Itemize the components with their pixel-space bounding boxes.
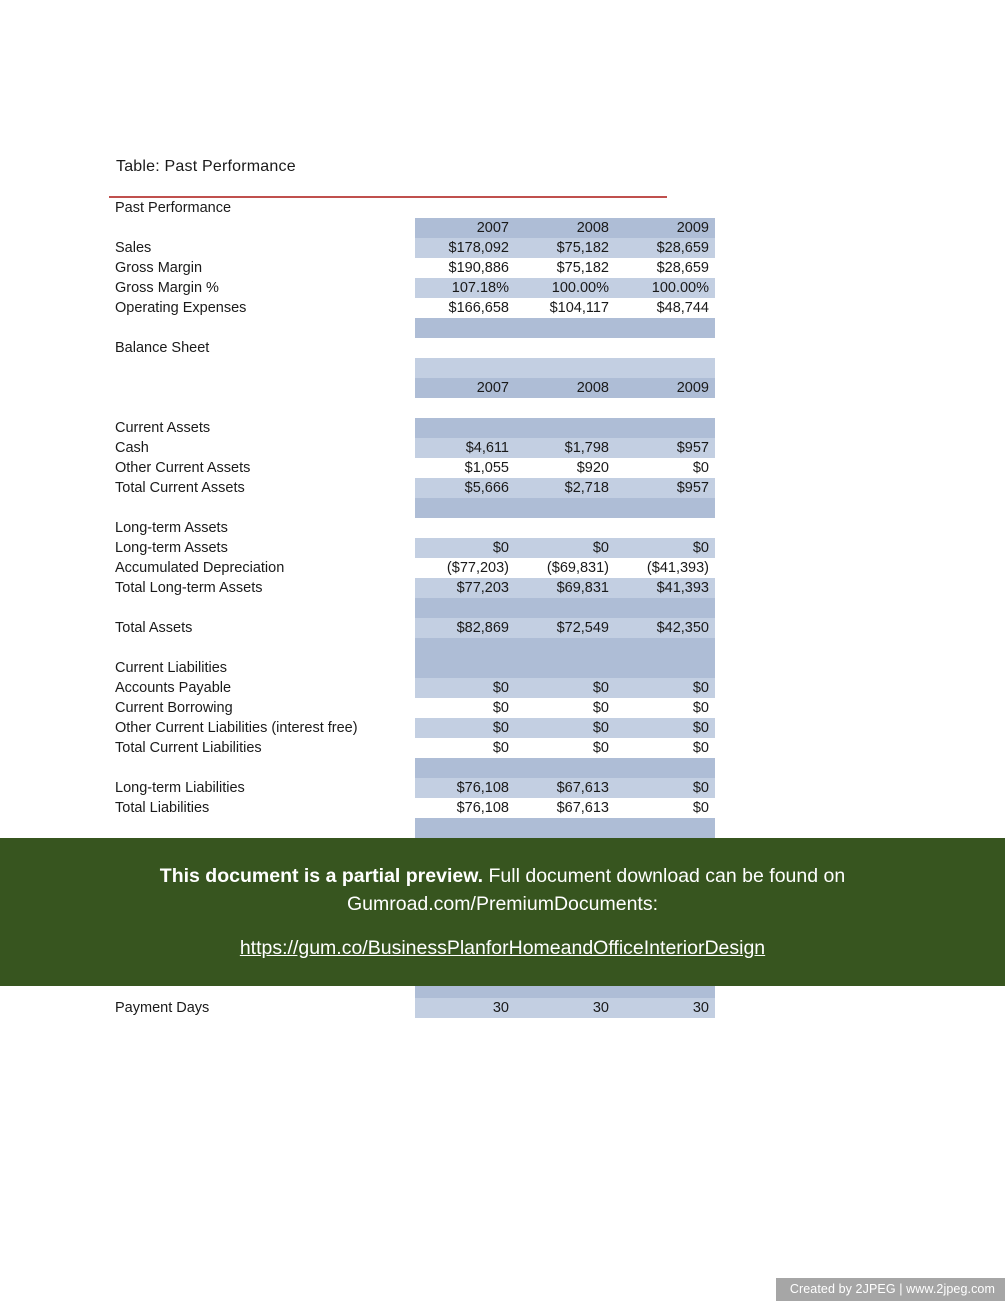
row-value-2: 2008 xyxy=(515,378,615,398)
row-value-3 xyxy=(615,658,715,678)
table-row xyxy=(109,398,715,418)
row-value-1 xyxy=(415,198,515,218)
row-value-2 xyxy=(515,358,615,378)
row-value-3: $0 xyxy=(615,738,715,758)
row-label: Cash xyxy=(109,438,415,458)
row-label xyxy=(109,638,415,658)
row-value-3 xyxy=(615,198,715,218)
row-value-2 xyxy=(515,418,615,438)
row-value-2: $0 xyxy=(515,538,615,558)
row-label: Operating Expenses xyxy=(109,298,415,318)
row-label: Gross Margin xyxy=(109,258,415,278)
row-label: Total Liabilities xyxy=(109,798,415,818)
table-row xyxy=(109,258,715,278)
row-value-3: 100.00% xyxy=(615,278,715,298)
table-row xyxy=(109,518,715,538)
row-value-1 xyxy=(415,498,515,518)
row-value-1: $0 xyxy=(415,698,515,718)
table-row xyxy=(109,458,715,478)
table-row xyxy=(109,778,715,798)
row-value-2 xyxy=(515,398,615,418)
table-row xyxy=(109,538,715,558)
row-value-2: $67,613 xyxy=(515,798,615,818)
row-value-2 xyxy=(515,658,615,678)
row-value-1 xyxy=(415,398,515,418)
row-value-1: $76,108 xyxy=(415,778,515,798)
row-value-2: $69,831 xyxy=(515,578,615,598)
row-value-2: $0 xyxy=(515,678,615,698)
row-value-3: $28,659 xyxy=(615,238,715,258)
row-value-2 xyxy=(515,318,615,338)
row-label xyxy=(109,398,415,418)
table-row xyxy=(109,738,715,758)
row-value-3 xyxy=(615,638,715,658)
table-row xyxy=(109,758,715,778)
row-value-2: 30 xyxy=(515,998,615,1018)
preview-banner xyxy=(0,838,1005,986)
row-label: Accumulated Depreciation xyxy=(109,558,415,578)
table-row xyxy=(109,998,715,1018)
row-value-3: $957 xyxy=(615,478,715,498)
row-value-1: $166,658 xyxy=(415,298,515,318)
row-value-2 xyxy=(515,498,615,518)
row-value-3: $28,659 xyxy=(615,258,715,278)
row-value-3: $0 xyxy=(615,458,715,478)
row-value-3: $0 xyxy=(615,798,715,818)
row-value-3 xyxy=(615,518,715,538)
row-label: Accounts Payable xyxy=(109,678,415,698)
table-row xyxy=(109,718,715,738)
table-row xyxy=(109,598,715,618)
row-value-3: $957 xyxy=(615,438,715,458)
banner-text xyxy=(73,862,933,919)
table-row xyxy=(109,798,715,818)
row-value-2: $0 xyxy=(515,718,615,738)
row-value-3: 30 xyxy=(615,998,715,1018)
row-value-3 xyxy=(615,338,715,358)
row-label: Long-term Liabilities xyxy=(109,778,415,798)
row-value-3 xyxy=(615,318,715,338)
row-value-1: $0 xyxy=(415,718,515,738)
row-value-1: $0 xyxy=(415,738,515,758)
row-label xyxy=(109,378,415,398)
row-value-2: $0 xyxy=(515,738,615,758)
table-row xyxy=(109,498,715,518)
row-value-1: $178,092 xyxy=(415,238,515,258)
row-label: Balance Sheet xyxy=(109,338,415,358)
row-value-3 xyxy=(615,758,715,778)
row-label: Long-term Assets xyxy=(109,538,415,558)
row-value-3 xyxy=(615,598,715,618)
row-value-1: $0 xyxy=(415,678,515,698)
row-value-3: $48,744 xyxy=(615,298,715,318)
row-value-1 xyxy=(415,418,515,438)
row-label xyxy=(109,818,415,838)
row-value-1: ($77,203) xyxy=(415,558,515,578)
table-row xyxy=(109,278,715,298)
row-label xyxy=(109,498,415,518)
table-row xyxy=(109,578,715,598)
row-value-1: 107.18% xyxy=(415,278,515,298)
row-value-3: 2009 xyxy=(615,218,715,238)
row-value-3: $41,393 xyxy=(615,578,715,598)
footer-watermark: Created by 2JPEG | www.2jpeg.com xyxy=(776,1278,1005,1301)
row-value-1 xyxy=(415,338,515,358)
row-label: Total Long-term Assets xyxy=(109,578,415,598)
table-row xyxy=(109,238,715,258)
banner-download-link[interactable]: https://gum.co/BusinessPlanforHomeandOfficeInteriorDesign xyxy=(239,937,766,960)
row-label: Long-term Assets xyxy=(109,518,415,538)
table-row xyxy=(109,338,715,358)
row-label: Current Borrowing xyxy=(109,698,415,718)
table-row xyxy=(109,818,715,838)
row-value-2: 2008 xyxy=(515,218,615,238)
row-label: Past Performance xyxy=(109,198,415,218)
row-value-2: 100.00% xyxy=(515,278,615,298)
banner-bold-text: This document is a partial preview. xyxy=(159,864,484,887)
row-label: Other Current Assets xyxy=(109,458,415,478)
row-label: Sales xyxy=(109,238,415,258)
row-value-3: $0 xyxy=(615,778,715,798)
row-value-1: $4,611 xyxy=(415,438,515,458)
row-label xyxy=(109,758,415,778)
row-value-2: $75,182 xyxy=(515,238,615,258)
row-value-2 xyxy=(515,598,615,618)
table-row xyxy=(109,638,715,658)
row-value-2: $1,798 xyxy=(515,438,615,458)
row-value-1 xyxy=(415,518,515,538)
row-value-1 xyxy=(415,358,515,378)
row-value-3: $0 xyxy=(615,698,715,718)
row-label xyxy=(109,218,415,238)
row-label: Total Current Liabilities xyxy=(109,738,415,758)
row-value-2: $67,613 xyxy=(515,778,615,798)
row-label: Other Current Liabilities (interest free) xyxy=(109,718,415,738)
row-value-2 xyxy=(515,818,615,838)
row-value-3: 2009 xyxy=(615,378,715,398)
row-value-3: ($41,393) xyxy=(615,558,715,578)
row-value-3 xyxy=(615,818,715,838)
row-label: Current Assets xyxy=(109,418,415,438)
table-row xyxy=(109,318,715,338)
row-value-2: $104,117 xyxy=(515,298,615,318)
row-value-1 xyxy=(415,658,515,678)
row-value-1 xyxy=(415,598,515,618)
table-row xyxy=(109,678,715,698)
row-value-2: $75,182 xyxy=(515,258,615,278)
row-value-1: $190,886 xyxy=(415,258,515,278)
banner-rest-text: Full document download can be found on Gumroad.com/PremiumDocuments: xyxy=(346,864,846,915)
row-value-1 xyxy=(415,638,515,658)
table-row xyxy=(109,378,715,398)
row-label: Total Current Assets xyxy=(109,478,415,498)
row-value-2 xyxy=(515,518,615,538)
row-value-1: $5,666 xyxy=(415,478,515,498)
table-row xyxy=(109,618,715,638)
row-value-2: $0 xyxy=(515,698,615,718)
table-row xyxy=(109,478,715,498)
row-label: Gross Margin % xyxy=(109,278,415,298)
table-row xyxy=(109,218,715,238)
row-label xyxy=(109,598,415,618)
row-value-2: $72,549 xyxy=(515,618,615,638)
row-value-2 xyxy=(515,338,615,358)
row-value-1: $1,055 xyxy=(415,458,515,478)
row-value-3: $0 xyxy=(615,538,715,558)
table-row xyxy=(109,358,715,378)
row-value-2 xyxy=(515,638,615,658)
row-value-2: ($69,831) xyxy=(515,558,615,578)
row-label: Total Assets xyxy=(109,618,415,638)
row-label xyxy=(109,358,415,378)
row-value-1: $0 xyxy=(415,538,515,558)
row-value-1: 2007 xyxy=(415,218,515,238)
row-value-3: $0 xyxy=(615,718,715,738)
row-value-2 xyxy=(515,198,615,218)
table-row xyxy=(109,558,715,578)
row-value-1: $76,108 xyxy=(415,798,515,818)
row-value-3: $42,350 xyxy=(615,618,715,638)
row-value-1 xyxy=(415,318,515,338)
row-value-3 xyxy=(615,418,715,438)
row-label: Current Liabilities xyxy=(109,658,415,678)
row-value-1 xyxy=(415,758,515,778)
row-value-1: $82,869 xyxy=(415,618,515,638)
row-value-1: 30 xyxy=(415,998,515,1018)
row-value-1: 2007 xyxy=(415,378,515,398)
row-value-2 xyxy=(515,758,615,778)
row-value-3: $0 xyxy=(615,678,715,698)
row-value-2: $920 xyxy=(515,458,615,478)
table-row xyxy=(109,698,715,718)
row-value-1 xyxy=(415,818,515,838)
table-row xyxy=(109,658,715,678)
table-row xyxy=(109,298,715,318)
row-value-3 xyxy=(615,498,715,518)
row-value-2: $2,718 xyxy=(515,478,615,498)
row-label: Payment Days xyxy=(109,998,415,1018)
table-row xyxy=(109,438,715,458)
row-value-1: $77,203 xyxy=(415,578,515,598)
row-value-3 xyxy=(615,358,715,378)
table-row xyxy=(109,198,715,218)
row-value-3 xyxy=(615,398,715,418)
table-row xyxy=(109,418,715,438)
row-label xyxy=(109,318,415,338)
table-caption: Table: Past Performance xyxy=(116,158,296,175)
